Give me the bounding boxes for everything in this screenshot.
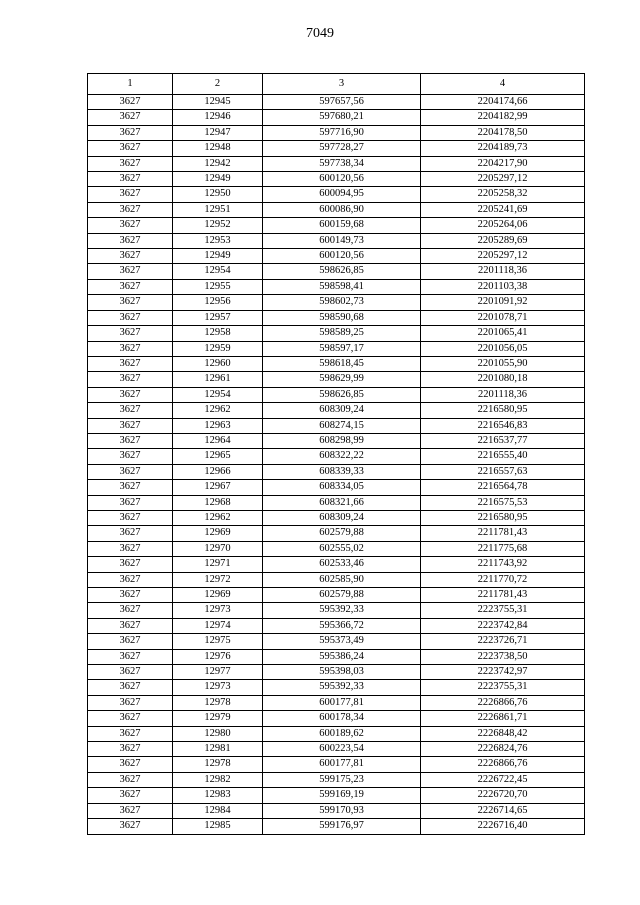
table-cell-col-1: 3627 (88, 726, 173, 741)
table-cell-col-3: 608274,15 (263, 418, 421, 433)
table-cell-col-4: 2204174,66 (421, 95, 585, 110)
table-cell-col-3: 597738,34 (263, 156, 421, 171)
table-cell-col-4: 2216546,83 (421, 418, 585, 433)
table-cell-col-4: 2211770,72 (421, 572, 585, 587)
table-cell-col-2: 12982 (173, 772, 263, 787)
table-cell-col-3: 595392,33 (263, 603, 421, 618)
table-cell-col-2: 12954 (173, 264, 263, 279)
table-cell-col-1: 3627 (88, 588, 173, 603)
table-cell-col-4: 2205289,69 (421, 233, 585, 248)
column-header-3: 3 (263, 74, 421, 95)
table-row (88, 634, 585, 649)
table-cell-col-2: 12962 (173, 510, 263, 525)
table-cell-col-1: 3627 (88, 772, 173, 787)
table-row (88, 172, 585, 187)
table-cell-col-2: 12979 (173, 711, 263, 726)
table-cell-col-2: 12968 (173, 495, 263, 510)
table-cell-col-2: 12953 (173, 233, 263, 248)
table-cell-col-2: 12948 (173, 141, 263, 156)
table-cell-col-2: 12949 (173, 172, 263, 187)
coordinates-table (87, 73, 585, 835)
table-row (88, 711, 585, 726)
table-cell-col-1: 3627 (88, 95, 173, 110)
table-cell-col-1: 3627 (88, 819, 173, 834)
table-cell-col-1: 3627 (88, 110, 173, 125)
table-cell-col-1: 3627 (88, 125, 173, 140)
table-cell-col-1: 3627 (88, 649, 173, 664)
table-cell-col-1: 3627 (88, 341, 173, 356)
table-cell-col-2: 12947 (173, 125, 263, 140)
table-row (88, 202, 585, 217)
table-row (88, 480, 585, 495)
table-cell-col-4: 2226714,65 (421, 803, 585, 818)
table-row (88, 449, 585, 464)
table-cell-col-1: 3627 (88, 572, 173, 587)
table-cell-col-1: 3627 (88, 464, 173, 479)
table-cell-col-1: 3627 (88, 634, 173, 649)
column-header-1: 1 (88, 74, 173, 95)
table-cell-col-3: 597716,90 (263, 125, 421, 140)
table-cell-col-1: 3627 (88, 526, 173, 541)
table-row (88, 326, 585, 341)
table-cell-col-4: 2201078,71 (421, 310, 585, 325)
table-row (88, 110, 585, 125)
table-cell-col-3: 600086,90 (263, 202, 421, 217)
table-cell-col-1: 3627 (88, 742, 173, 757)
table-cell-col-3: 600120,56 (263, 172, 421, 187)
table-cell-col-3: 600189,62 (263, 726, 421, 741)
table-cell-col-3: 608339,33 (263, 464, 421, 479)
table-cell-col-1: 3627 (88, 680, 173, 695)
table-body (88, 95, 585, 835)
table-cell-col-3: 602579,88 (263, 526, 421, 541)
table-row (88, 726, 585, 741)
table-row (88, 279, 585, 294)
table-cell-col-3: 600094,95 (263, 187, 421, 202)
table-cell-col-3: 599170,93 (263, 803, 421, 818)
table-cell-col-4: 2205297,12 (421, 172, 585, 187)
table-cell-col-4: 2226861,71 (421, 711, 585, 726)
table-row (88, 433, 585, 448)
table-cell-col-1: 3627 (88, 695, 173, 710)
table-cell-col-3: 608321,66 (263, 495, 421, 510)
table-cell-col-3: 600159,68 (263, 218, 421, 233)
table-cell-col-4: 2201118,36 (421, 387, 585, 402)
table-cell-col-4: 2216557,63 (421, 464, 585, 479)
table-cell-col-1: 3627 (88, 387, 173, 402)
column-header-2: 2 (173, 74, 263, 95)
table-cell-col-1: 3627 (88, 433, 173, 448)
table-row (88, 618, 585, 633)
table-cell-col-4: 2223742,97 (421, 665, 585, 680)
table-cell-col-4: 2223726,71 (421, 634, 585, 649)
table-cell-col-1: 3627 (88, 233, 173, 248)
table-cell-col-1: 3627 (88, 218, 173, 233)
table-cell-col-2: 12964 (173, 433, 263, 448)
table-row (88, 464, 585, 479)
table-row (88, 356, 585, 371)
table-cell-col-4: 2216575,53 (421, 495, 585, 510)
table-cell-col-1: 3627 (88, 757, 173, 772)
table-cell-col-3: 608309,24 (263, 510, 421, 525)
table-cell-col-3: 598597,17 (263, 341, 421, 356)
table-cell-col-1: 3627 (88, 510, 173, 525)
table-cell-col-2: 12975 (173, 634, 263, 649)
table-cell-col-4: 2226848,42 (421, 726, 585, 741)
table-cell-col-3: 600178,34 (263, 711, 421, 726)
table-cell-col-2: 12965 (173, 449, 263, 464)
table-cell-col-2: 12955 (173, 279, 263, 294)
table-cell-col-2: 12958 (173, 326, 263, 341)
table-cell-col-1: 3627 (88, 495, 173, 510)
table-cell-col-2: 12973 (173, 680, 263, 695)
table-cell-col-4: 2201080,18 (421, 372, 585, 387)
table-row (88, 249, 585, 264)
table-cell-col-3: 602533,46 (263, 557, 421, 572)
table-cell-col-4: 2216564,78 (421, 480, 585, 495)
table-row (88, 141, 585, 156)
table-row (88, 803, 585, 818)
table-cell-col-3: 597728,27 (263, 141, 421, 156)
table-cell-col-3: 608309,24 (263, 403, 421, 418)
table-cell-col-1: 3627 (88, 803, 173, 818)
table-cell-col-1: 3627 (88, 418, 173, 433)
table-cell-col-3: 599169,19 (263, 788, 421, 803)
table-cell-col-3: 599175,23 (263, 772, 421, 787)
table-cell-col-2: 12949 (173, 249, 263, 264)
table-cell-col-3: 600149,73 (263, 233, 421, 248)
table-cell-col-1: 3627 (88, 326, 173, 341)
table-cell-col-2: 12969 (173, 588, 263, 603)
table-cell-col-1: 3627 (88, 202, 173, 217)
table-cell-col-2: 12977 (173, 665, 263, 680)
table-row (88, 125, 585, 140)
table-row (88, 295, 585, 310)
table-row (88, 495, 585, 510)
table-cell-col-2: 12951 (173, 202, 263, 217)
table-cell-col-1: 3627 (88, 403, 173, 418)
table-cell-col-1: 3627 (88, 249, 173, 264)
table-cell-col-3: 595392,33 (263, 680, 421, 695)
table-cell-col-2: 12960 (173, 356, 263, 371)
table-cell-col-4: 2205297,12 (421, 249, 585, 264)
table-cell-col-4: 2205264,06 (421, 218, 585, 233)
table-cell-col-2: 12966 (173, 464, 263, 479)
table-cell-col-2: 12985 (173, 819, 263, 834)
table-cell-col-3: 595366,72 (263, 618, 421, 633)
table-cell-col-1: 3627 (88, 310, 173, 325)
table-cell-col-3: 600120,56 (263, 249, 421, 264)
table-cell-col-2: 12967 (173, 480, 263, 495)
table-cell-col-2: 12974 (173, 618, 263, 633)
table-row (88, 649, 585, 664)
table-cell-col-4: 2205258,32 (421, 187, 585, 202)
table-cell-col-2: 12969 (173, 526, 263, 541)
table-cell-col-3: 598589,25 (263, 326, 421, 341)
table-row (88, 772, 585, 787)
table-cell-col-1: 3627 (88, 172, 173, 187)
table-cell-col-2: 12945 (173, 95, 263, 110)
table-cell-col-2: 12984 (173, 803, 263, 818)
table-row (88, 665, 585, 680)
table-row (88, 264, 585, 279)
table-cell-col-3: 598590,68 (263, 310, 421, 325)
table-row (88, 95, 585, 110)
table-cell-col-3: 598629,99 (263, 372, 421, 387)
table-cell-col-3: 595373,49 (263, 634, 421, 649)
table-cell-col-1: 3627 (88, 279, 173, 294)
table-cell-col-3: 600177,81 (263, 757, 421, 772)
table-cell-col-3: 598626,85 (263, 264, 421, 279)
table-cell-col-4: 2201065,41 (421, 326, 585, 341)
table-cell-col-3: 595386,24 (263, 649, 421, 664)
table-cell-col-1: 3627 (88, 541, 173, 556)
table-cell-col-3: 595398,03 (263, 665, 421, 680)
table-row (88, 603, 585, 618)
table-cell-col-4: 2204182,99 (421, 110, 585, 125)
table-cell-col-4: 2226722,45 (421, 772, 585, 787)
table-cell-col-4: 2216580,95 (421, 510, 585, 525)
table-row (88, 742, 585, 757)
table-row (88, 156, 585, 171)
table-cell-col-4: 2226716,40 (421, 819, 585, 834)
table-cell-col-4: 2226720,70 (421, 788, 585, 803)
table-row (88, 310, 585, 325)
table-cell-col-1: 3627 (88, 356, 173, 371)
table-cell-col-4: 2216537,77 (421, 433, 585, 448)
table-cell-col-3: 608298,99 (263, 433, 421, 448)
table-row (88, 403, 585, 418)
table-cell-col-2: 12983 (173, 788, 263, 803)
table-cell-col-4: 2205241,69 (421, 202, 585, 217)
table-cell-col-4: 2216555,40 (421, 449, 585, 464)
table-cell-col-4: 2226824,76 (421, 742, 585, 757)
table-cell-col-4: 2204189,73 (421, 141, 585, 156)
table-header (88, 74, 585, 95)
table-cell-col-1: 3627 (88, 372, 173, 387)
table-cell-col-1: 3627 (88, 618, 173, 633)
table-cell-col-4: 2211775,68 (421, 541, 585, 556)
table-cell-col-4: 2223742,84 (421, 618, 585, 633)
table-cell-col-3: 600223,54 (263, 742, 421, 757)
table-row (88, 510, 585, 525)
table-cell-col-2: 12959 (173, 341, 263, 356)
table-cell-col-4: 2226866,76 (421, 695, 585, 710)
table-row (88, 218, 585, 233)
table-cell-col-3: 598626,85 (263, 387, 421, 402)
table-cell-col-3: 599176,97 (263, 819, 421, 834)
table-cell-col-4: 2201055,90 (421, 356, 585, 371)
table-cell-col-4: 2216580,95 (421, 403, 585, 418)
table-row (88, 387, 585, 402)
table-cell-col-1: 3627 (88, 187, 173, 202)
table-cell-col-3: 598602,73 (263, 295, 421, 310)
table-cell-col-4: 2204178,50 (421, 125, 585, 140)
table-cell-col-1: 3627 (88, 156, 173, 171)
table-cell-col-4: 2223755,31 (421, 680, 585, 695)
coordinates-table-wrapper (87, 73, 585, 835)
table-cell-col-2: 12952 (173, 218, 263, 233)
table-cell-col-4: 2223738,50 (421, 649, 585, 664)
table-cell-col-4: 2201056,05 (421, 341, 585, 356)
table-row (88, 572, 585, 587)
table-cell-col-2: 12950 (173, 187, 263, 202)
table-cell-col-3: 597680,21 (263, 110, 421, 125)
table-row (88, 526, 585, 541)
table-cell-col-4: 2201091,92 (421, 295, 585, 310)
table-cell-col-3: 608322,22 (263, 449, 421, 464)
table-cell-col-2: 12963 (173, 418, 263, 433)
table-cell-col-3: 597657,56 (263, 95, 421, 110)
table-cell-col-2: 12956 (173, 295, 263, 310)
table-cell-col-4: 2201118,36 (421, 264, 585, 279)
table-row (88, 788, 585, 803)
table-cell-col-4: 2211781,43 (421, 588, 585, 603)
table-cell-col-2: 12957 (173, 310, 263, 325)
table-cell-col-1: 3627 (88, 449, 173, 464)
table-cell-col-2: 12961 (173, 372, 263, 387)
table-cell-col-1: 3627 (88, 295, 173, 310)
table-cell-col-4: 2223755,31 (421, 603, 585, 618)
table-cell-col-2: 12973 (173, 603, 263, 618)
table-cell-col-1: 3627 (88, 788, 173, 803)
table-row (88, 757, 585, 772)
table-row (88, 695, 585, 710)
table-cell-col-3: 600177,81 (263, 695, 421, 710)
table-cell-col-1: 3627 (88, 264, 173, 279)
table-cell-col-2: 12978 (173, 757, 263, 772)
table-row (88, 588, 585, 603)
table-cell-col-2: 12981 (173, 742, 263, 757)
table-cell-col-3: 608334,05 (263, 480, 421, 495)
table-row (88, 418, 585, 433)
table-cell-col-2: 12970 (173, 541, 263, 556)
table-row (88, 557, 585, 572)
page-number: 7049 (306, 26, 334, 41)
table-row (88, 680, 585, 695)
table-cell-col-3: 602555,02 (263, 541, 421, 556)
table-cell-col-1: 3627 (88, 665, 173, 680)
table-cell-col-1: 3627 (88, 603, 173, 618)
table-cell-col-4: 2211743,92 (421, 557, 585, 572)
column-header-4: 4 (421, 74, 585, 95)
table-cell-col-2: 12942 (173, 156, 263, 171)
table-cell-col-4: 2211781,43 (421, 526, 585, 541)
table-cell-col-4: 2201103,38 (421, 279, 585, 294)
table-cell-col-3: 598598,41 (263, 279, 421, 294)
table-cell-col-2: 12980 (173, 726, 263, 741)
header-row (88, 74, 585, 95)
table-row (88, 187, 585, 202)
table-cell-col-2: 12978 (173, 695, 263, 710)
table-cell-col-1: 3627 (88, 711, 173, 726)
table-row (88, 372, 585, 387)
table-cell-col-4: 2226866,76 (421, 757, 585, 772)
table-cell-col-3: 602585,90 (263, 572, 421, 587)
table-cell-col-2: 12946 (173, 110, 263, 125)
table-row (88, 819, 585, 834)
table-cell-col-1: 3627 (88, 480, 173, 495)
table-cell-col-1: 3627 (88, 141, 173, 156)
table-cell-col-3: 602579,88 (263, 588, 421, 603)
table-cell-col-2: 12971 (173, 557, 263, 572)
table-row (88, 541, 585, 556)
table-row (88, 233, 585, 248)
table-cell-col-2: 12962 (173, 403, 263, 418)
table-row (88, 341, 585, 356)
table-cell-col-2: 12954 (173, 387, 263, 402)
table-cell-col-1: 3627 (88, 557, 173, 572)
table-cell-col-2: 12976 (173, 649, 263, 664)
table-cell-col-4: 2204217,90 (421, 156, 585, 171)
table-cell-col-3: 598618,45 (263, 356, 421, 371)
table-cell-col-2: 12972 (173, 572, 263, 587)
